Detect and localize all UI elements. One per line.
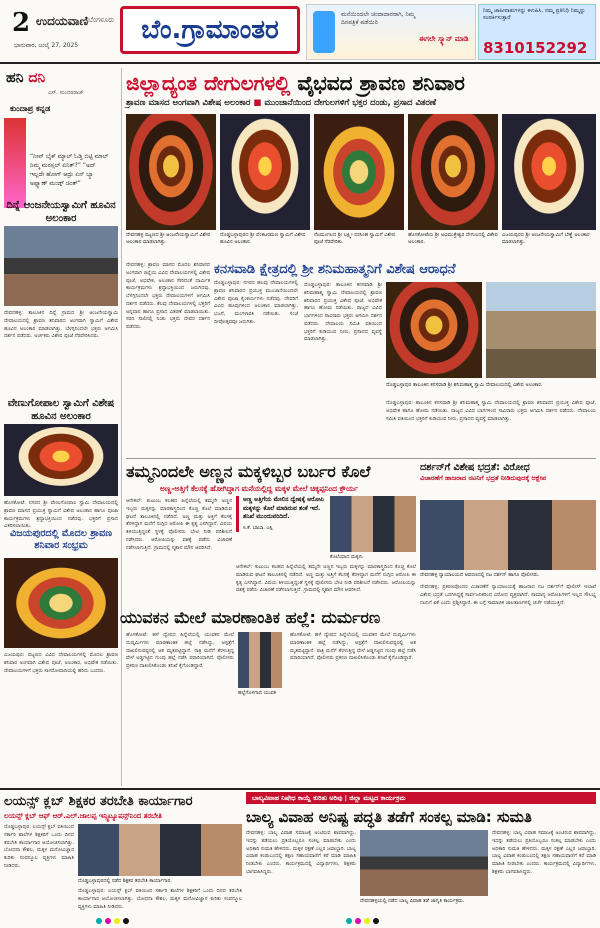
- divider: [126, 458, 596, 459]
- classified-ad[interactable]: [478, 4, 596, 60]
- assault-body: ಹೊಸಕೋಟೆ: ಹಳೆ ದ್ವೇಷದ ಹಿನ್ನೆಲೆಯಲ್ಲಿ ಯುವಕನ ಮೇಲೆ ದುಷ್ಕರ್ಮಿಗಳು ಮಾರಣಾಂತಿಕ ಹಲ್ಲೆ ನಡೆಸಿದ್ದು, ಆಸ್ಪತ್ರೆಗೆ ದಾಖಲಿಸುವಷ್ಟರಲ್ಲಿ ಆತ ಮೃತಪಟ್ಟಿದ್ದಾನೆ. ರಾತ್ರಿ ಮನೆಗೆ ತೆರಳುತ್ತಿದ್ದ ವೇಳೆ ಅಡ್ಡಗಟ್ಟಿದ ಗುಂಪು ಹಲ್ಲೆ ನಡೆಸಿ ಪರಾರಿಯಾಗಿದೆ. ಪೊಲೀಸರು ಪ್ರಕರಣ ದಾಖಲಿಸಿಕೊಂಡು ತನಿಖೆ ಕೈಗೊಂಡಿದ್ದಾರೆ.: [126, 632, 234, 669]
- kanasa-body-2: ದೊಡ್ಡಬಳ್ಳಾಪುರ: ತಾಲೂಕಿನ ಕನಸವಾಡಿ ಶ್ರೀ ಶನಿಮಹಾತ್ಮ ಸ್ವಾಮಿ ದೇವಾಲಯದಲ್ಲಿ ಶ್ರಾವಣ ಶನಿವಾರದ ಪ್ರಯುಕ್ತ ವಿಶೇಷ ಪೂಜೆ, ಅಭಿಷೇಕ ಹಾಗೂ ಹೋಮ ನಡೆಯಿತು. ರಾಜ್ಯದ ವಿವಿಧ ಭಾಗಗಳಿಂದ ಸಾವಿರಾರು ಭಕ್ತರು ಆಗಮಿಸಿ ದರ್ಶನ ಪಡೆದರು. ದೇವಾಲಯ ಸಮಿತಿ ವತಿಯಿಂದ ಭಕ್ತರಿಗೆ ಕುಡಿಯುವ ನೀರು, ಪ್ರಸಾದದ ವ್ಯವಸ್ಥೆ ಮಾಡಲಾಗಿತ್ತು.: [386, 400, 596, 422]
- temple-photo-1: [126, 114, 216, 230]
- registration-marks: [346, 918, 406, 924]
- ad-text: ನಿಮ್ಮ ಜಾಹೀರಾತುಗಳನ್ನು ಕಳುಹಿಸಿ, ನಮ್ಮ ಪ್ರತಿನಿಧಿ ನಿಮ್ಮನ್ನು ಸಂಪರ್ಕಿಸುತ್ತಾರೆ: [483, 8, 586, 21]
- column-verse: “ನೀವ್ ಬೈಕ್ ಮ್ಯಾಲ್ ಓಡ್ತಿ ಬಿಟ್ಟಿ ಮಾಲ್ ನಿಮ್ಮ ಮನಸ್ಸಲ್ ಏನಿತ್?” “ಅದ್ ಇಲ್ಲದೇ ಹೋಗ್ ಆದ್ರು ಏನ್ ಬ್ಯಾ ಅಪ್ಪ್ಯಾಣ್ ಮಂಡ್ಗ್ ಚಿಂತ್”: [30, 153, 109, 187]
- temple-photo-3: [314, 114, 404, 230]
- subscription-ad[interactable]: [306, 4, 476, 60]
- temple-photo-4: [408, 114, 498, 230]
- masthead: [0, 0, 600, 64]
- section-title: ಬೆಂ.ಗ್ರಾಮಾಂತರ: [120, 6, 300, 54]
- kanasa-headline: ಕನಸವಾಡಿ ಕ್ಷೇತ್ರದಲ್ಲಿ ಶ್ರೀ ಶನಿಮಹಾತ್ಮನಿಗೆ ವಿಶೇಷ ಆರಾಧನೆ: [214, 262, 456, 277]
- story1-photo: [4, 226, 118, 306]
- story3-photo: [4, 558, 118, 648]
- magenta-dot-icon: [105, 918, 111, 924]
- story2-photo: [4, 424, 118, 496]
- child-marriage-body: ದೇವನಹಳ್ಳಿ: ಬಾಲ್ಯ ವಿವಾಹ ಸಮಾಜಕ್ಕೆ ಅಂಟಿರುವ ಶಾಪವಾಗಿದ್ದು, ಇದನ್ನು ತಡೆಯಲು ಪ್ರತಿಯೊಬ್ಬರೂ ಸಂಕಲ್ಪ ಮಾಡಬೇಕು ಎಂದು ಅಧಿಕಾರಿ ಸುಮತಿ ಹೇಳಿದರು. ಮಕ್ಕಳ ರಕ್ಷಣೆ ಎಲ್ಲರ ಜವಾಬ್ದಾರಿ. ಬಾಲ್ಯ ವಿವಾಹ ಕಂಡುಬಂದಲ್ಲಿ ತಕ್ಷಣ ಸಹಾಯವಾಣಿಗೆ ಕರೆ ಮಾಡಿ ಮಾಹಿತಿ ನೀಡಬೇಕು ಎಂದರು. ಕಾರ್ಯಕ್ರಮದಲ್ಲಿ ವಿದ್ಯಾರ್ಥಿಗಳು, ಶಿಕ್ಷಕರು ಭಾಗವಹಿಸಿದ್ದರು.: [246, 830, 356, 875]
- assault-photo-caption: ಹಲ್ಲೆಗೊಳಗಾದ ಯುವಕ: [238, 690, 277, 696]
- lead-body-b: ದೊಡ್ಡಬಳ್ಳಾಪುರ: ನಗರದ ಹಲವು ದೇವಾಲಯಗಳಲ್ಲಿ ಶ್ರಾವಣ ಶನಿವಾರದ ಪ್ರಯುಕ್ತ ಮುಂಜಾನೆಯಿಂದಲೇ ವಿಶೇಷ ಪೂಜಾ ಕೈಂಕರ್ಯಗಳು ನಡೆದವು. ದೇವರಿಗೆ ವಿವಿಧ ಹೂವುಗಳಿಂದ ಅಲಂಕಾರ ಮಾಡಲಾಗಿತ್ತು. ಭಜನೆ, ಮಂಗಳಾರತಿ ನಡೆಯಿತು. ಸಂಜೆ ದೀಪೋತ್ಸವವೂ ಜರುಗಿತು.: [214, 280, 298, 325]
- lead-subhead: [126, 98, 596, 112]
- kanasa-temple-photo: [486, 282, 596, 378]
- temple-photo-2: [220, 114, 310, 230]
- ad-cta: ಈಗಲೇ ಸ್ಕ್ಯಾನ್ ಮಾಡಿ: [419, 35, 469, 43]
- crime-headline: ತಮ್ಮನಿಂದಲೇ ಅಣ್ಣನ ಮಕ್ಕಳಿಬ್ಬರ ಬರ್ಬರ ಕೊಲೆ: [126, 462, 371, 481]
- cyan-dot-icon: [96, 918, 102, 924]
- temple-photo-5: [502, 114, 596, 230]
- registration-marks: [96, 918, 156, 924]
- kanasa-caption: ದೊಡ್ಡಬಳ್ಳಾಪುರ ತಾಲೂಕಿನ ಕನಸವಾಡಿ ಶ್ರೀ ಶನಿಮಹಾತ್ಮ ಸ್ವಾಮಿ ದೇವಾಲಯದಲ್ಲಿ ವಿಶೇಷ ಅಲಂಕಾರ.: [386, 382, 543, 388]
- darshan-caption: ದೇವನಹಳ್ಳಿ ನ್ಯಾಯಾಲಯದ ಆವರಣದಲ್ಲಿ ನಟ ದರ್ಶನ್ ಹಾಗೂ ಪೊಲೀಸರು.: [420, 572, 540, 578]
- lions-photo: [78, 824, 242, 876]
- lions-body-2: ದೊಡ್ಡಬಳ್ಳಾಪುರ: ಲಯನ್ಸ್ ಕ್ಲಬ್ ವತಿಯಿಂದ ಸರ್ಕಾರಿ ಶಾಲೆಗಳ ಶಿಕ್ಷಕರಿಗೆ ಒಂದು ದಿನದ ತರಬೇತಿ ಕಾರ್ಯಾಗಾರ ಆಯೋಜಿಸಲಾಗಿತ್ತು. ಬೋಧನಾ ಕೌಶಲ, ಮಕ್ಕಳ ಮನೋವಿಜ್ಞಾನ ಕುರಿತು ಸಂಪನ್ಮೂಲ ವ್ಯಕ್ತಿಗಳು ಮಾಹಿತಿ ನೀಡಿದರು.: [78, 888, 242, 910]
- cyan-dot-icon: [346, 918, 352, 924]
- story3-headline: ವಿಜಯಪುರದಲ್ಲಿ ಮೊದಲ ಶ್ರಾವಣ ಶನಿವಾರ ಸಂಭ್ರಮ: [9, 528, 113, 552]
- column-brand: [6, 70, 45, 86]
- lions-headline: ಲಯನ್ಸ್ ಕ್ಲಬ್ ಶಿಕ್ಷಕರ ತರಬೇತಿ ಕಾರ್ಯಾಗಾರ: [4, 794, 193, 809]
- story2-body: ಹೊಸಕೋಟೆ: ನಗರದ ಶ್ರೀ ವೇಣುಗೋಪಾಲ ಸ್ವಾಮಿ ದೇವಾಲಯದಲ್ಲಿ ಶ್ರಾವಣ ಮಾಸದ ಪ್ರಯುಕ್ತ ಸ್ವಾಮಿಗೆ ವಿಶೇಷ ಅಲಂಕಾರ ಹಾಗೂ ಪೂಜಾ ಕಾರ್ಯಕ್ರಮಗಳು ಶ್ರದ್ಧಾಭಕ್ತಿಯಿಂದ ನಡೆದವು. ಭಕ್ತರಿಗೆ ಪ್ರಸಾದ ವಿತರಿಸಲಾಯಿತು.: [4, 500, 118, 530]
- column-brand-a: ಹನಿ: [6, 70, 24, 86]
- column-kicker: ಕುಂದಾಪ್ರ ಕನ್ನಡ: [10, 104, 51, 113]
- dateline: ಭಾನುವಾರ, ಜುಲೈ 27, 2025: [14, 42, 79, 49]
- black-dot-icon: [373, 918, 379, 924]
- story3-body: ವಿಜಯಪುರ: ಪಟ್ಟಣದ ವಿವಿಧ ದೇವಾಲಯಗಳಲ್ಲಿ ಮೊದಲ ಶ್ರಾವಣ ಶನಿವಾರ ಅಂಗವಾಗಿ ವಿಶೇಷ ಪೂಜೆ, ಅಲಂಕಾರ, ಅಭಿಷೇಕ ನಡೆಯಿತು. ದೇವಾಲಯಗಳಿಗೆ ಭಕ್ತರು ಸಾಗರೋಪಾದಿಯಲ್ಲಿ ಹರಿದು ಬಂದರು.: [4, 652, 118, 674]
- lions-subhead: ಲಯನ್ಸ್ ಕ್ಲಬ್ ಆಫ್ ಆರ್.ಎಲ್.ಜಾಲಪ್ಪ ಇನ್ಸ್ಟಿಟ್ಯೂಷನ್ಸ್‌ನಿಂದ ತರಬೇತಿ: [4, 812, 162, 820]
- yellow-dot-icon: [364, 918, 370, 924]
- crime-body-2: ಆನೇಕಲ್: ಕುಟುಂಬ ಕಲಹದ ಹಿನ್ನೆಲೆಯಲ್ಲಿ ತಮ್ಮನೇ ಅಣ್ಣನ ಇಬ್ಬರು ಮಕ್ಕಳನ್ನು ಮಾರಕಾಸ್ತ್ರದಿಂದ ಕೊಚ್ಚಿ ಕೊಲೆ ಮಾಡಿರುವ ಘಟನೆ ತಾಲೂಕಿನಲ್ಲಿ ನಡೆದಿದೆ. ಅಣ್ಣ ಮತ್ತು ಅತ್ತಿಗೆ ಕೆಲಸಕ್ಕೆ ತೆರಳಿದ್ದಾಗ ಮನೆಗೆ ನುಗ್ಗಿದ ಆರೋಪಿ ಈ ಕೃತ್ಯ ಎಸಗಿದ್ದಾನೆ. ವಿಷಯ ತಿಳಿಯುತ್ತಿದ್ದಂತೆ ಸ್ಥಳಕ್ಕೆ ಪೊಲೀಸರು ಭೇಟಿ ನೀಡಿ ಪರಿಶೀಲನೆ ನಡೆಸಿದರು. ಆರೋಪಿಯನ್ನು ವಶಕ್ಕೆ ಪಡೆದು ವಿಚಾರಣೆ ನಡೆಸಲಾಗುತ್ತಿದೆ. ಗ್ರಾಮದಲ್ಲಿ ಸ್ಮಶಾನ ಮೌನ ಆವರಿಸಿದೆ.: [236, 564, 416, 594]
- darshan-body: ದೇವನಹಳ್ಳಿ: ಪ್ರಕರಣವೊಂದರ ವಿಚಾರಣೆಗೆ ನ್ಯಾಯಾಲಯಕ್ಕೆ ಹಾಜರಾದ ನಟ ದರ್ಶನ್‌ಗೆ ಪೊಲೀಸ್ ಇಲಾಖೆ ವಿಶೇಷ ಭದ್ರತೆ ಒದಗಿಸಿದ್ದಕ್ಕೆ ಸಾರ್ವಜನಿಕರಿಂದ ವಿರೋಧ ವ್ಯಕ್ತವಾಗಿದೆ. ಸಾಮಾನ್ಯ ಆರೋಪಿಗಳಿಗೆ ಇಲ್ಲದ ಸೌಲಭ್ಯ ನಟನಿಗೆ ಏಕೆ ಎಂದು ಪ್ರಶ್ನಿಸಿದ್ದಾರೆ. ಈ ಬಗ್ಗೆ ಸಾಮಾಜಿಕ ಜಾಲತಾಣಗಳಲ್ಲಿ ಚರ್ಚೆ ನಡೆಯುತ್ತಿದೆ.: [420, 584, 596, 606]
- story1-body: ದೇವನಹಳ್ಳಿ: ತಾಲೂಕಿನ ದಿನ್ನೆ ಗ್ರಾಮದ ಶ್ರೀ ಆಂಜನೇಯಸ್ವಾಮಿ ದೇವಾಲಯದಲ್ಲಿ ಶ್ರಾವಣ ಶನಿವಾರದ ಅಂಗವಾಗಿ ಸ್ವಾಮಿಗೆ ವಿಶೇಷ ಹೂವಿನ ಅಲಂಕಾರ ಮಾಡಲಾಗಿತ್ತು. ಬೆಳಗ್ಗಿನಿಂದಲೇ ಭಕ್ತರು ಆಗಮಿಸಿ ದರ್ಶನ ಪಡೆದರು. ಅರ್ಚಕರು ವಿಶೇಷ ಪೂಜೆ ನೆರವೇರಿಸಿದರು.: [4, 310, 118, 340]
- photo-caption-3: ನೆಲಮಂಗಲದ ಶ್ರೀ ಲಕ್ಷ್ಮೀ ನರಸಿಂಹ ಸ್ವಾಮಿಗೆ ವಿಶೇಷ ಪೂಜೆ ನೆರವೇರಿತು.: [314, 232, 396, 245]
- lead-headline-b: ವೈಭವದ ಶ್ರಾವಣ ಶನಿವಾರ: [297, 71, 465, 95]
- column-brand-b: ದನಿ: [28, 70, 46, 86]
- photo-caption-2: ದೊಡ್ಡಬಳ್ಳಾಪುರದ ಶ್ರೀ ವೆಂಕಟರಮಣ ಸ್ವಾಮಿಗೆ ವಿಶೇಷ ಹೂವಿನ ಅಲಂಕಾರ.: [220, 232, 306, 245]
- kanasa-body: ದೊಡ್ಡಬಳ್ಳಾಪುರ: ತಾಲೂಕಿನ ಕನಸವಾಡಿ ಶ್ರೀ ಶನಿಮಹಾತ್ಮ ಸ್ವಾಮಿ ದೇವಾಲಯದಲ್ಲಿ ಶ್ರಾವಣ ಶನಿವಾರದ ಪ್ರಯುಕ್ತ ವಿಶೇಷ ಪೂಜೆ, ಅಭಿಷೇಕ ಹಾಗೂ ಹೋಮ ನಡೆಯಿತು. ರಾಜ್ಯದ ವಿವಿಧ ಭಾಗಗಳಿಂದ ಸಾವಿರಾರು ಭಕ್ತರು ಆಗಮಿಸಿ ದರ್ಶನ ಪಡೆದರು. ದೇವಾಲಯ ಸಮಿತಿ ವತಿಯಿಂದ ಭಕ್ತರಿಗೆ ಕುಡಿಯುವ ನೀರು, ಪ್ರಸಾದದ ವ್ಯವಸ್ಥೆ ಮಾಡಲಾಗಿತ್ತು.: [304, 282, 382, 343]
- assault-body-2: ಹೊಸಕೋಟೆ: ಹಳೆ ದ್ವೇಷದ ಹಿನ್ನೆಲೆಯಲ್ಲಿ ಯುವಕನ ಮೇಲೆ ದುಷ್ಕರ್ಮಿಗಳು ಮಾರಣಾಂತಿಕ ಹಲ್ಲೆ ನಡೆಸಿದ್ದು, ಆಸ್ಪತ್ರೆಗೆ ದಾಖಲಿಸುವಷ್ಟರಲ್ಲಿ ಆತ ಮೃತಪಟ್ಟಿದ್ದಾನೆ. ರಾತ್ರಿ ಮನೆಗೆ ತೆರಳುತ್ತಿದ್ದ ವೇಳೆ ಅಡ್ಡಗಟ್ಟಿದ ಗುಂಪು ಹಲ್ಲೆ ನಡೆಸಿ ಪರಾರಿಯಾಗಿದೆ. ಪೊಲೀಸರು ಪ್ರಕರಣ ದಾಖಲಿಸಿಕೊಂಡು ತನಿಖೆ ಕೈಗೊಂಡಿದ್ದಾರೆ.: [290, 632, 416, 662]
- bottom-section: [0, 788, 600, 928]
- cartoon-icon: [4, 118, 26, 208]
- kanasa-photo: [386, 282, 482, 378]
- quote-attribution: ಸಿ.ಕೆ. ಬಾಬಾ, ಎಸ್ಪಿ: [243, 525, 273, 532]
- assault-victim-photo: [238, 632, 282, 688]
- byline: ಎಸ್. ಸುಂದರರಾಜ್: [48, 90, 84, 96]
- lead-headline: [126, 68, 596, 98]
- assault-headline: ಯುವಕನ ಮೇಲೆ ಮಾರಣಾಂತಿಕ ಹಲ್ಲೆ: ದುರ್ಮರಣ: [120, 608, 381, 627]
- quote-text: ಅಣ್ಣ ಅತ್ತಿಗೆಯ ಮೇಲಿನ ದ್ವೇಷಕ್ಕೆ ಆರೋಪಿ ಮಕ್ಕಳನ್ನು ಕೊಲೆ ಮಾಡಿರುವ ಶಂಕೆ ಇದೆ. ತನಿಖೆ ಮುಂದುವರಿದಿದೆ.: [243, 496, 324, 521]
- black-dot-icon: [123, 918, 129, 924]
- lead-body-a: ದೇವನಹಳ್ಳಿ: ಶ್ರಾವಣ ಮಾಸದ ಮೊದಲ ಶನಿವಾರದ ಅಂಗವಾಗಿ ಜಿಲ್ಲೆಯ ವಿವಿಧ ದೇವಾಲಯಗಳಲ್ಲಿ ವಿಶೇಷ ಪೂಜೆ, ಅಭಿಷೇಕ, ಅಲಂಕಾರ ಸೇರಿದಂತೆ ಧಾರ್ಮಿಕ ಕಾರ್ಯಕ್ರಮಗಳು ಶ್ರದ್ಧಾಭಕ್ತಿಯಿಂದ ಜರುಗಿದವು. ಬೆಳಗ್ಗಿನಿಂದಲೇ ಭಕ್ತರು ದೇವಾಲಯಗಳಿಗೆ ಆಗಮಿಸಿ ದರ್ಶನ ಪಡೆದರು. ಕೆಲವು ದೇವಾಲಯಗಳಲ್ಲಿ ಭಕ್ತರಿಗೆ ಅನ್ನದಾನ ಹಾಗೂ ಪ್ರಸಾದ ವಿತರಣೆ ಮಾಡಲಾಯಿತು. ಸರದಿ ಸಾಲಿನಲ್ಲಿ ನಿಂತು ಭಕ್ತರು ದೇವರ ದರ್ಶನ ಪಡೆದರು.: [126, 262, 210, 330]
- child-marriage-photo: [360, 830, 488, 896]
- ad-phone: 8310152292: [483, 39, 588, 57]
- phone-icon: [313, 11, 335, 53]
- child-marriage-headline: ಬಾಲ್ಯ ವಿವಾಹ ಅನಿಷ್ಟ ಪದ್ಧತಿ ತಡೆಗೆ ಸಂಕಲ್ಪ ಮಾಡಿ: ಸುಮತಿ: [246, 808, 532, 826]
- darshan-photo: [420, 500, 596, 570]
- ad-text: ಮನೆಯಿಂದಲೇ ಚಂದಾದಾರರಾಗಿ, ನಿಮ್ಮ ದಿನಪತ್ರಿಕೆ ಪಡೆಯಿರಿ: [341, 11, 416, 26]
- paper-name: ಉದಯವಾಣಿ: [36, 14, 89, 28]
- crime-subhead: ಅಣ್ಣ-ಅತ್ತಿಗೆ ಕೆಲಸಕ್ಕೆ ಹೋಗಿದ್ದಾಗ ಮನೆಯಲ್ಲಿದ್ದ ಮಕ್ಕಳ ಮೇಲೆ ಚಿಕ್ಕಪ್ಪನಿಂದ ಕ್ರೌರ್ಯ: [160, 484, 358, 493]
- darshan-title: ದರ್ಶನ್‌ಗೆ ವಿಶೇಷ ಭದ್ರತೆ: ವಿರೋಧ: [420, 462, 530, 473]
- photo-caption-1: ದೇವನಹಳ್ಳಿ ಪಟ್ಟಣದ ಶ್ರೀ ಆಂಜನೇಯಸ್ವಾಮಿಗೆ ವಿಶೇಷ ಅಲಂಕಾರ ಮಾಡಲಾಗಿತ್ತು.: [126, 232, 211, 245]
- lead-subhead-b: ಮುಂಜಾನೆಯಿಂದ ದೇಗುಲಗಳಿಗೆ ಭಕ್ತರ ದಂಡು, ಪ್ರಸಾದ ವಿತರಣೆ: [264, 98, 437, 108]
- child-marriage-body-2: ದೇವನಹಳ್ಳಿ: ಬಾಲ್ಯ ವಿವಾಹ ಸಮಾಜಕ್ಕೆ ಅಂಟಿರುವ ಶಾಪವಾಗಿದ್ದು, ಇದನ್ನು ತಡೆಯಲು ಪ್ರತಿಯೊಬ್ಬರೂ ಸಂಕಲ್ಪ ಮಾಡಬೇಕು ಎಂದು ಅಧಿಕಾರಿ ಸುಮತಿ ಹೇಳಿದರು. ಮಕ್ಕಳ ರಕ್ಷಣೆ ಎಲ್ಲರ ಜವಾಬ್ದಾರಿ. ಬಾಲ್ಯ ವಿವಾಹ ಕಂಡುಬಂದಲ್ಲಿ ತಕ್ಷಣ ಸಹಾಯವಾಣಿಗೆ ಕರೆ ಮಾಡಿ ಮಾಹಿತಿ ನೀಡಬೇಕು ಎಂದರು. ಕಾರ್ಯಕ್ರಮದಲ್ಲಿ ವಿದ್ಯಾರ್ಥಿಗಳು, ಶಿಕ್ಷಕರು ಭಾಗವಹಿಸಿದ್ದರು.: [492, 830, 596, 875]
- darshan-subhead: ವಿಚಾರಣೆಗೆ ಹಾಜರಾದ ನಟನಿಗೆ ಭದ್ರತೆ ನೀಡಿರುವುದಕ್ಕೆ ಆಕ್ಷೇಪ: [420, 473, 547, 482]
- victims-caption: ಕೊಲೆಯಾದ ಮಕ್ಕಳು: [330, 554, 363, 560]
- square-bullet-icon: ■: [253, 98, 262, 108]
- magenta-dot-icon: [355, 918, 361, 924]
- lions-body: ದೊಡ್ಡಬಳ್ಳಾಪುರ: ಲಯನ್ಸ್ ಕ್ಲಬ್ ವತಿಯಿಂದ ಸರ್ಕಾರಿ ಶಾಲೆಗಳ ಶಿಕ್ಷಕರಿಗೆ ಒಂದು ದಿನದ ತರಬೇತಿ ಕಾರ್ಯಾಗಾರ ಆಯೋಜಿಸಲಾಗಿತ್ತು. ಬೋಧನಾ ಕೌಶಲ, ಮಕ್ಕಳ ಮನೋವಿಜ್ಞಾನ ಕುರಿತು ಸಂಪನ್ಮೂಲ ವ್ಯಕ್ತಿಗಳು ಮಾಹಿತಿ ನೀಡಿದರು.: [4, 824, 74, 869]
- child-marriage-caption: ದೇವನಹಳ್ಳಿಯಲ್ಲಿ ನಡೆದ ಬಾಲ್ಯ ವಿವಾಹ ತಡೆ ಜಾಗೃತಿ ಕಾರ್ಯಕ್ರಮ.: [360, 898, 465, 904]
- awareness-strip: ಬಾಲ್ಯವಿವಾಹ ನಿಷೇಧ ಕಾಯ್ದೆ ಕುರಿತು ಅರಿವು | ಜಿಲ್ಲಾ ಮಟ್ಟದ ಕಾರ್ಯಕ್ರಮ: [246, 792, 596, 804]
- story2-headline: ವೇಣುಗೋಪಾಲ ಸ್ವಾಮಿಗೆ ವಿಶೇಷ ಹೂವಿನ ಅಲಂಕಾರ: [7, 398, 115, 422]
- edition-city: ಬೆಂಗಳೂರು: [88, 16, 115, 24]
- crime-body: ಆನೇಕಲ್: ಕುಟುಂಬ ಕಲಹದ ಹಿನ್ನೆಲೆಯಲ್ಲಿ ತಮ್ಮನೇ ಅಣ್ಣನ ಇಬ್ಬರು ಮಕ್ಕಳನ್ನು ಮಾರಕಾಸ್ತ್ರದಿಂದ ಕೊಚ್ಚಿ ಕೊಲೆ ಮಾಡಿರುವ ಘಟನೆ ತಾಲೂಕಿನಲ್ಲಿ ನಡೆದಿದೆ. ಅಣ್ಣ ಮತ್ತು ಅತ್ತಿಗೆ ಕೆಲಸಕ್ಕೆ ತೆರಳಿದ್ದಾಗ ಮನೆಗೆ ನುಗ್ಗಿದ ಆರೋಪಿ ಈ ಕೃತ್ಯ ಎಸಗಿದ್ದಾನೆ. ವಿಷಯ ತಿಳಿಯುತ್ತಿದ್ದಂತೆ ಸ್ಥಳಕ್ಕೆ ಪೊಲೀಸರು ಭೇಟಿ ನೀಡಿ ಪರಿಶೀಲನೆ ನಡೆಸಿದರು. ಆರೋಪಿಯನ್ನು ವಶಕ್ಕೆ ಪಡೆದು ವಿಚಾರಣೆ ನಡೆಸಲಾಗುತ್ತಿದೆ. ಗ್ರಾಮದಲ್ಲಿ ಸ್ಮಶಾನ ಮೌನ ಆವರಿಸಿದೆ.: [126, 498, 232, 551]
- lions-caption: ದೊಡ್ಡಬಳ್ಳಾಪುರದಲ್ಲಿ ನಡೆದ ಶಿಕ್ಷಕರ ತರಬೇತಿ ಕಾರ್ಯಾಗಾರ.: [78, 878, 172, 884]
- story1-headline: ದಿನ್ನೆ ಆಂಜನೇಯಸ್ವಾಮಿಗೆ ಹೂವಿನ ಅಲಂಕಾರ: [6, 200, 116, 224]
- victims-photo: [330, 496, 416, 552]
- darshan-headline: [420, 462, 596, 482]
- lead-headline-a: ಜಿಲ್ಲಾದ್ಯಂತ ದೇಗುಲಗಳಲ್ಲಿ: [126, 71, 291, 95]
- photo-caption-4: ಹೊಸಕೋಟೆಯ ಶ್ರೀ ಅವಿಮುಕ್ತೇಶ್ವರ ದೇಗುಲದಲ್ಲಿ ವಿಶೇಷ ಅಲಂಕಾರ.: [408, 232, 498, 245]
- crime-quote: [236, 496, 324, 532]
- page-number: 2: [12, 8, 31, 38]
- yellow-dot-icon: [114, 918, 120, 924]
- photo-caption-5: ವಿಜಯಪುರದ ಶ್ರೀ ಆಂಜನೇಯಸ್ವಾಮಿಗೆ ಬೆಣ್ಣೆ ಅಲಂಕಾರ ಮಾಡಲಾಗಿತ್ತು.: [502, 232, 590, 245]
- lead-subhead-a: ಶ್ರಾವಣ ಮಾಸದ ಅಂಗವಾಗಿ ವಿಶೇಷ ಅಲಂಕಾರ: [126, 98, 251, 108]
- left-column: [0, 68, 122, 786]
